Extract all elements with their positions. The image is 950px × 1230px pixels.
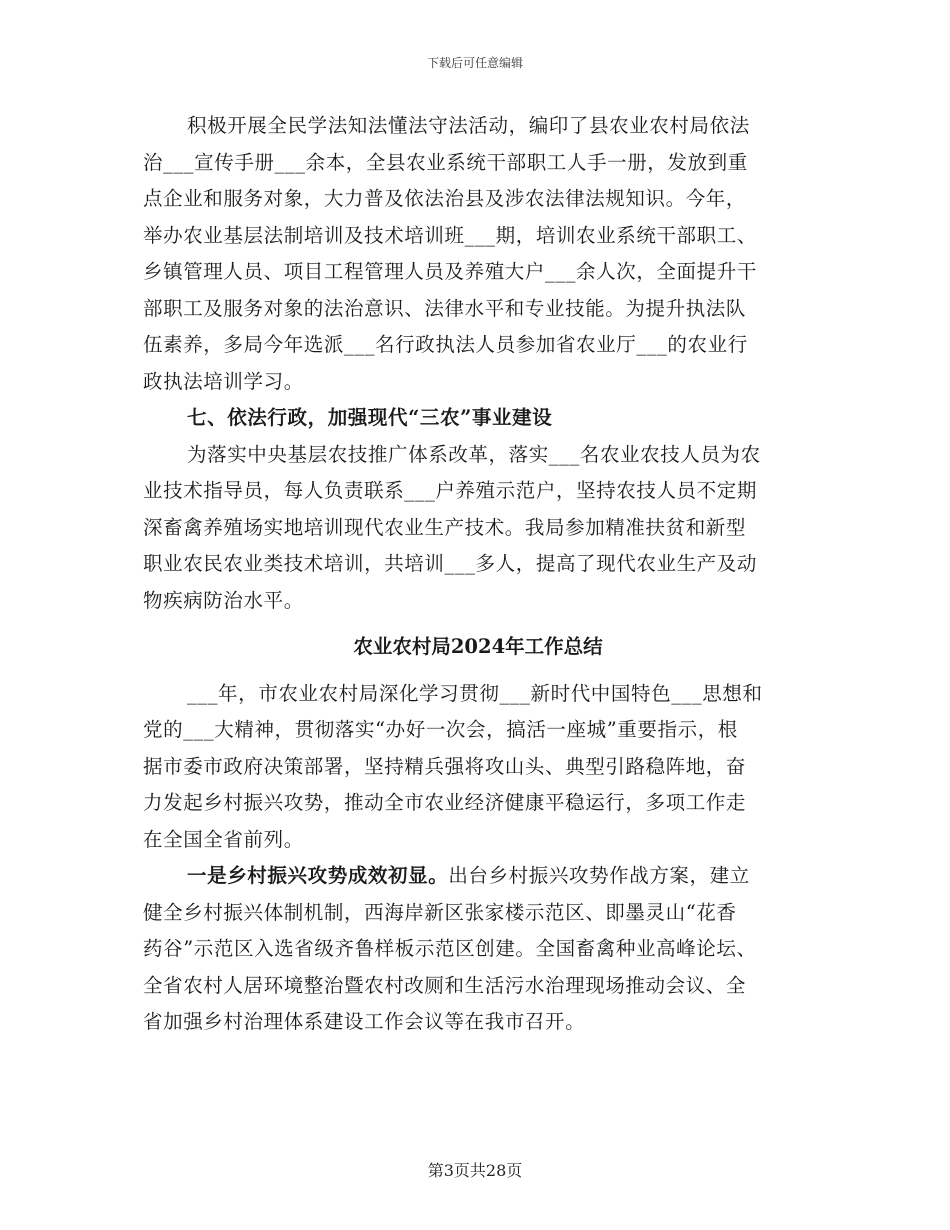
text-line: 省加强乡村治理体系建设工作会议等在我市召开。 (143, 1010, 586, 1033)
paragraph-lead-rest: 出台乡村振兴攻势作战方案，建立 (448, 864, 750, 887)
text-line: 举办农业基层法制培训及技术培训班___期，培训农业系统干部职工、 (143, 223, 757, 247)
paragraph-legal-education (143, 108, 813, 400)
text-line: ___年，市农业农村局深化学习贯彻___新时代中国特色___思想和 (187, 681, 763, 705)
text-line: 职业农民农业类技术培训，共培训___多人，提高了现代农业生产及动 (143, 552, 757, 575)
text-line: 健全乡村振兴体制机制，西海岸新区张家楼示范区、即墨灵山“花香 (143, 900, 737, 924)
text-line: 伍素养，多局今年选派___名行政执法人员参加省农业厅___的农业行 (143, 333, 748, 356)
text-line: 乡镇管理人员、项目工程管理人员及养殖大户___余人次，全面提升干 (143, 260, 757, 283)
section-heading-7: 七、依法行政，加强现代“三农”事业建设 (187, 406, 553, 429)
text-line (143, 858, 813, 895)
text-line: 力发起乡村振兴攻势，推动全市农业经济健康平稳运行，多项工作走 (143, 791, 747, 814)
text-line: 积极开展全民学法知法懂法守法活动，编印了县农业农村局依法 (187, 114, 750, 137)
text-line: 治___宣传手册___余本，全县农业系统干部职工人手一册，发放到重 (143, 150, 748, 174)
page-header: 下载后可任意编辑 (426, 56, 523, 70)
paragraph-agri-tech (143, 437, 813, 620)
text-line: 点企业和服务对象，大力普及依法治县及涉农法律法规知识。今年， (143, 187, 747, 210)
text-line: 物疾病防治水平。 (143, 588, 304, 612)
text-line: 深畜禽养殖场实地培训现代农业生产技术。我局参加精准扶贫和新型 (143, 515, 747, 539)
document-title: 农业农村局2024年工作总结 (353, 635, 603, 658)
text-line: 在全国全省前列。 (143, 827, 304, 851)
text-line: 业技术指导员，每人负责联系___户养殖示范户，坚持农技人员不定期 (143, 479, 757, 502)
document-body (143, 108, 813, 1041)
text-line: 为落实中央基层农技推广体系改革，落实___名农业农技人员为农 (187, 442, 761, 466)
paragraph-intro (143, 676, 813, 859)
paragraph-rural-revitalization (143, 858, 813, 1041)
text-line: 据市委市政府决策部署，坚持精兵强将攻山头、典型引路稳阵地，奋 (143, 754, 747, 778)
text-line: 部职工及服务对象的法治意识、法律水平和专业技能。为提升执法队 (143, 296, 747, 320)
text-line: 药谷”示范区入选省级齐鲁样板示范区创建。全国畜禽种业高峰论坛、 (143, 937, 757, 960)
paragraph-lead-bold: 一是乡村振兴攻势成效初显。 (187, 864, 449, 887)
text-line: 政执法培训学习。 (143, 369, 304, 393)
text-line: 党的___大精神，贯彻落实“办好一次会，搞活一座城”重要指示，根 (143, 718, 738, 741)
text-line: 全省农村人居环境整治暨农村改厕和生活污水治理现场推动会议、全 (143, 973, 747, 997)
page-footer: 第3页共28页 (427, 1161, 523, 1180)
